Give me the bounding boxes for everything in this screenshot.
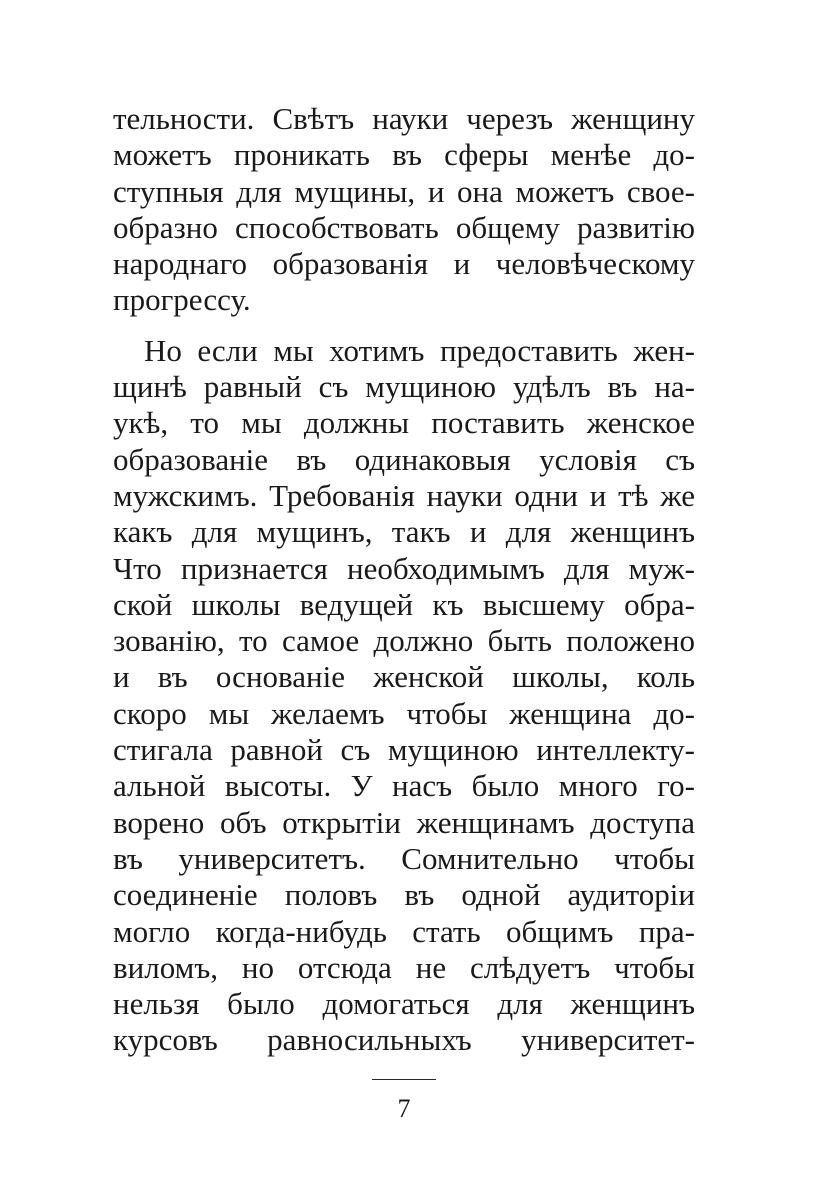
text-line: образованіе въ одинаковыя условія съ — [113, 441, 695, 477]
text-line: альной высоты. У насъ было много го- — [113, 768, 695, 804]
text-line: укѣ, то мы должны поставить женское — [113, 405, 695, 441]
paragraph-gap — [113, 319, 695, 333]
footer-rule — [372, 1079, 436, 1080]
text-line: и въ основаніе женской школы, коль — [113, 659, 695, 695]
page-number: 7 — [397, 1094, 411, 1123]
text-line: стигала равной съ мущиною интеллекту- — [113, 732, 695, 768]
text-line: скоро мы желаемъ чтобы женщина до- — [113, 695, 695, 731]
text-line: курсовъ равносильныхъ университет- — [113, 1022, 695, 1058]
text-line: соединеніе половъ въ одной аудиторіи — [113, 877, 695, 913]
text-line: Но если мы хотимъ предоставить жен- — [144, 332, 695, 368]
text-line: ступныя для мущины, и она можетъ свое- — [113, 173, 695, 209]
text-line: щинѣ равный съ мущиною удѣлъ въ на- — [113, 369, 695, 405]
text-line: ворено объ открытіи женщинамъ доступа — [113, 804, 695, 840]
text-line: могло когда-нибудь стать общимъ пра- — [113, 913, 695, 949]
text-line: виломъ, но отсюда не слѣдуетъ чтобы — [113, 949, 695, 985]
text-line: Что признается необходимымъ для муж- — [113, 550, 695, 586]
text-line: прогрессу. — [113, 282, 251, 318]
text-line: мужскимъ. Требованія науки одни и тѣ же — [113, 477, 695, 513]
text-line: тельности. Свѣтъ науки черезъ женщину — [113, 101, 695, 136]
text-line: нельзя было домогаться для женщинъ — [113, 986, 695, 1022]
text-line: можетъ проникать въ сферы менѣе до- — [113, 137, 695, 173]
text-line: ской школы ведущей къ высшему обра- — [113, 586, 695, 622]
body-text — [113, 101, 695, 1059]
text-line: зованію, то самое должно быть положено — [113, 623, 695, 659]
text-line: образно способствовать общему развитію — [113, 209, 695, 245]
text-line: въ университетъ. Сомнительно чтобы — [113, 840, 695, 876]
text-line: какъ для мущинъ, такъ и для женщинъ — [113, 514, 695, 550]
text-line: народнаго образованія и человѣческому — [113, 246, 695, 282]
